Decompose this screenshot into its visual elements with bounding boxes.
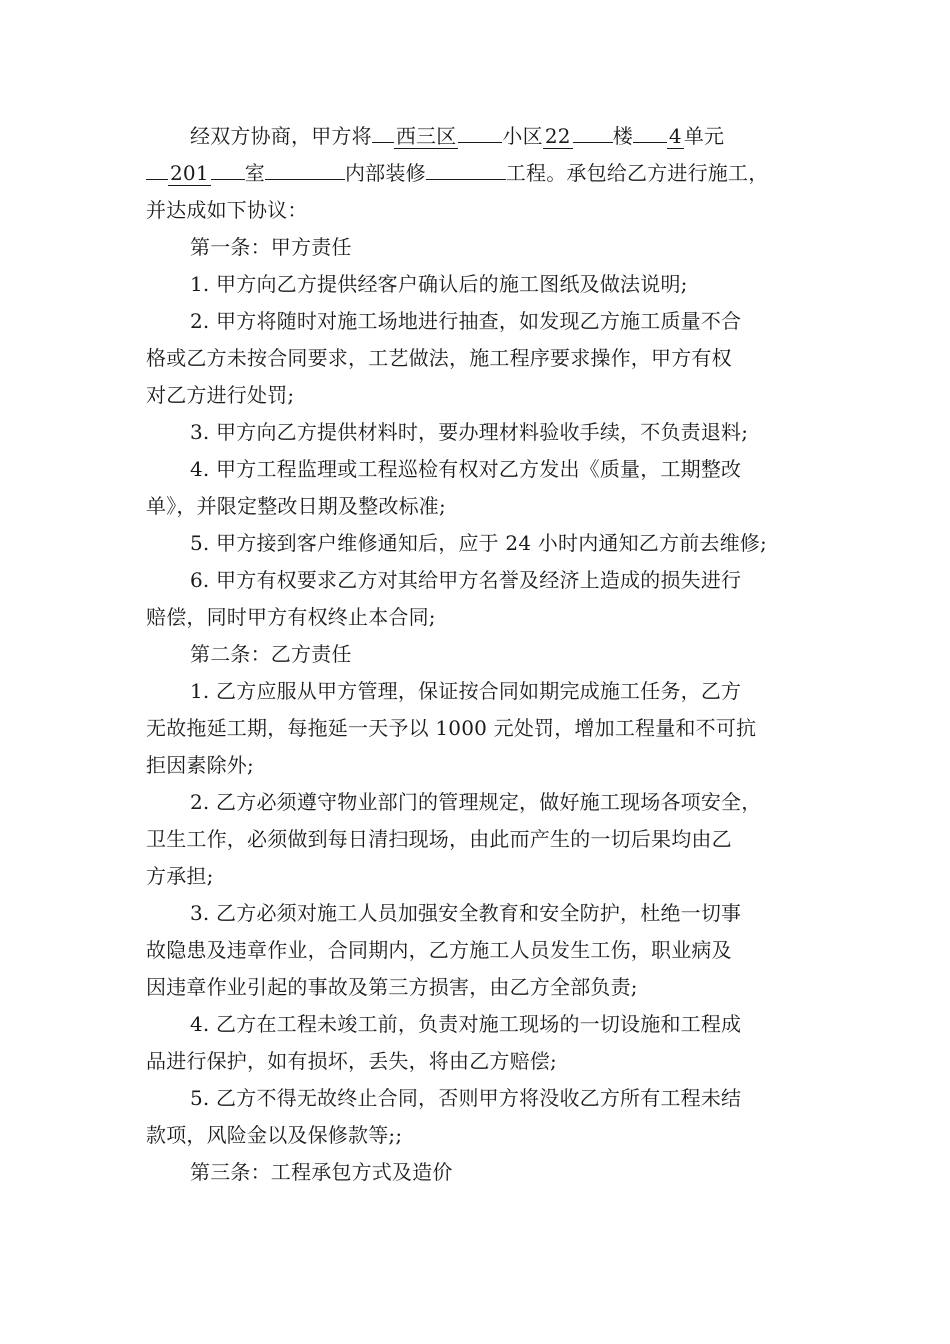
paragraph-line: 因违章作业引起的事故及第三方损害，由乙方全部负责; [146,975,638,999]
intro-line-1 [146,118,810,155]
paragraph-line: 方承担; [146,864,214,888]
blank [146,179,168,180]
blank [426,179,506,180]
section-1-body [146,266,810,636]
blank [211,179,245,180]
blank [372,142,394,143]
paragraph-line: 5. 甲方接到客户维修通知后，应于 24 小时内通知乙方前去维修; [190,531,767,555]
paragraph-line: 品进行保护，如有损坏，丢失，将由乙方赔偿; [146,1049,557,1073]
paragraph-line: 对乙方进行处罚; [146,383,295,407]
paragraph-line: 单》，并限定整改日期及整改标准; [146,494,446,518]
paragraph-line: 1. 甲方向乙方提供经客户确认后的施工图纸及做法说明; [190,272,688,296]
community-field: 22 [544,124,571,148]
paragraph-line: 5. 乙方不得无故终止合同，否则甲方将没收乙方所有工程未结 [190,1086,742,1110]
paragraph-line: 故隐患及违章作业，合同期内，乙方施工人员发生工伤，职业病及 [146,938,732,962]
paragraph-line: 款项，风险金以及保修款等;; [146,1123,403,1147]
intro-text: 楼 [612,124,633,148]
paragraph-line: 2. 乙方必须遵守物业部门的管理规定，做好施工现场各项安全， [190,790,762,814]
intro-text: 单元 [683,124,725,148]
paragraph-line: 6. 甲方有权要求乙方对其给甲方名誉及经济上造成的损失进行 [190,568,742,592]
building-field: 4 [668,124,682,148]
district-field: 西三区 [395,124,457,148]
intro-text: 小区 [502,124,543,148]
paragraph-line: 3. 乙方必须对施工人员加强安全教育和安全防护，杜绝一切事 [190,901,742,925]
blank [573,142,613,143]
paragraph-line: 1. 乙方应服从甲方管理，保证按合同如期完成施工任务，乙方 [190,679,742,703]
blank [633,142,667,143]
blank [265,179,345,180]
section-2-body [146,673,810,1154]
intro-line-3: 并达成如下协议： [146,198,308,222]
intro-text: 工程。承包给乙方进行施工， [505,161,769,185]
paragraph-line: 4. 甲方工程监理或工程巡检有权对乙方发出《质量，工期整改 [190,457,742,481]
intro-line-2 [146,155,810,192]
section-heading: 第二条：乙方责任 [190,642,352,666]
paragraph-line: 无故拖延工期，每拖延一天予以 1000 元处罚，增加工程量和不可抗 [146,716,757,740]
paragraph-line: 卫生工作，必须做到每日清扫现场，由此而产生的一切后果均由乙 [146,827,732,851]
paragraph-line: 赔偿，同时甲方有权终止本合同; [146,605,436,629]
intro-text: 内部装修 [344,161,426,185]
paragraph-line: 格或乙方未按合同要求，工艺做法，施工程序要求操作，甲方有权 [146,346,732,370]
paragraph-line: 4. 乙方在工程未竣工前，负责对施工现场的一切设施和工程成 [190,1012,742,1036]
paragraph-line: 2. 甲方将随时对施工场地进行抽查，如发现乙方施工质量不合 [190,309,742,333]
intro-text: 经双方协商，甲方将 [190,124,372,148]
paragraph-line: 3. 甲方向乙方提供材料时，要办理材料验收手续，不负责退料; [190,420,749,444]
section-heading: 第三条：工程承包方式及造价 [190,1160,453,1184]
intro-text: 室 [244,161,265,185]
section-heading: 第一条：甲方责任 [190,235,352,259]
paragraph-line: 拒因素除外; [146,753,254,777]
contract-page [146,118,810,1191]
blank [458,142,502,143]
room-field: 201 [170,161,209,185]
